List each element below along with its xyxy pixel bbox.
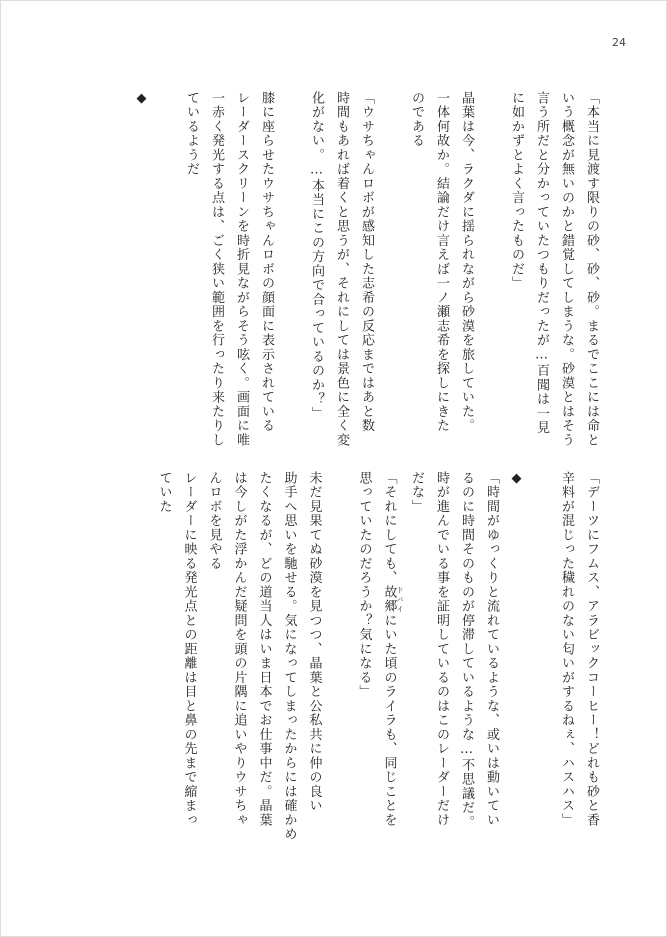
text-line: 「時間がゆっくりと流れているような、或いは動いてい [484, 471, 499, 828]
text-line: 一体何故か。結論だけ言えば一ノ瀬志希を探しにきた [434, 91, 449, 433]
text-line: るのに時間そのものが停滞しているような…不思議だ。 [459, 471, 474, 830]
text-line: だな」 [409, 471, 424, 514]
text-line: 辛料が混じった穢れのない匂いがするねぇ、ハスハス」 [559, 471, 574, 828]
text-line: いう概念が無いのかと錯覚してしまうな。砂漠とはそう [559, 91, 574, 448]
text-line: ているようだ [184, 91, 199, 177]
text-line: 言う所だと分かっていたつもりだったが…百聞は一見 [534, 91, 549, 435]
ruby-reading: ドバイ [396, 585, 404, 614]
text-line: たくなるが、どの道当人はいま日本でお仕事中だ。晶葉 [256, 471, 272, 828]
section-divider-diamond: ◆ [134, 91, 149, 108]
text-line: 「デーツにフムス、アラビックコーヒー！どれも砂と香 [584, 471, 599, 828]
paragraph-gap [154, 91, 179, 441]
ruby-base: 故郷 [381, 585, 397, 614]
paragraph-gap [529, 471, 554, 831]
lower-text-block [152, 471, 605, 842]
text-line-with-ruby: 「それにしても、故郷 ドバイにいた頃のライラも、同じことを [381, 471, 404, 828]
section-divider-diamond: ◆ [509, 471, 524, 488]
paragraph-gap [279, 91, 304, 441]
text-line: 「本当に見渡す限りの砂、砂、砂。まるでここには命と [584, 91, 599, 448]
text-line: 思っていたのだろうか？気になる」 [356, 471, 372, 699]
paragraph-gap [327, 471, 352, 831]
text-line: 未だ見果てぬ砂漠を見つつ、晶葉と公私共に仲の良い [306, 471, 322, 813]
ruby-annotation [381, 585, 404, 614]
paragraph-gap [479, 91, 504, 441]
text-line: 晶葉は今、ラクダに揺られながら砂漠を旅していた。 [459, 91, 474, 433]
text-line: 一赤く発光する点は、ごく狭い範囲を行ったり来たりし [209, 91, 224, 448]
text-line: 膝に座らせたウサちゃんロボの顔面に表示されている [259, 91, 274, 433]
page-number: 24 [612, 36, 626, 49]
text-line: んロボを見やる [206, 471, 222, 571]
paragraph-gap [379, 91, 404, 441]
text-line: に如かずとよく言ったものだ」 [509, 91, 524, 291]
text-line: 時間もあれば着くと思うが、それにしては景色に全く変 [334, 91, 349, 448]
text-line: 化がない。…本当にこの方向で合っているのか？」 [309, 91, 324, 421]
text-line: 時が進んでいる事を証明しているのはこのレーダーだけ [434, 471, 449, 828]
text-line: 「ウサちゃんロボが感知した志希の反応まではあと数 [359, 91, 374, 433]
text-line: ていた [156, 471, 172, 514]
text-line: は今しがた浮かんだ疑問を頭の片隅に追いやりウサちゃ [231, 471, 247, 828]
text-line: レーダーに映る発光点との距離は目と鼻の先まで縮まっ [181, 471, 197, 828]
text-line: 助手へ思いを馳せる。気になってしまったからには確かめ [281, 471, 297, 842]
upper-text-block [129, 91, 604, 448]
text-line: レーダースクリーンを時折見ながらそう呟く。画面に唯 [234, 91, 249, 448]
text-line: のである [409, 91, 424, 148]
